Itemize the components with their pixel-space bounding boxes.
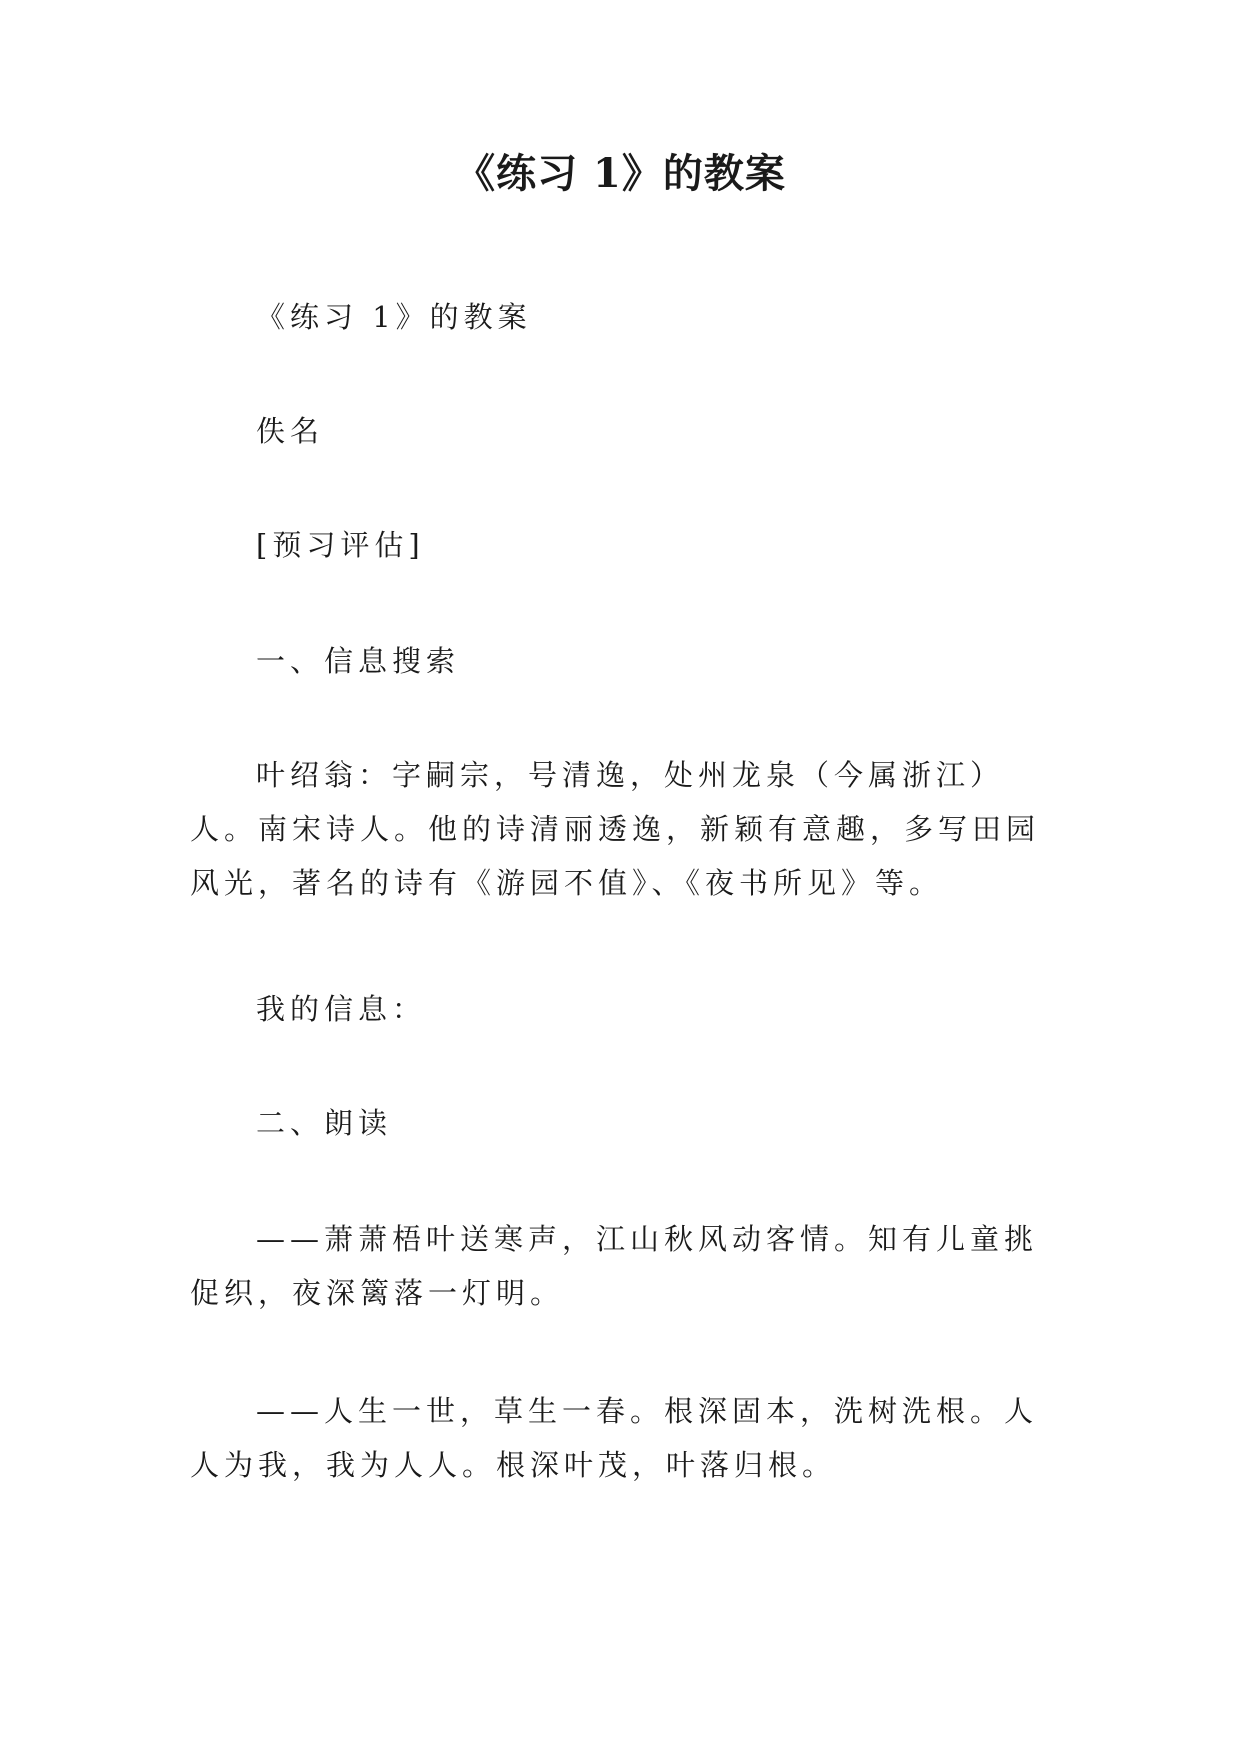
paragraph-proverbs: ——人生一世，草生一春。根深固本，洗树洗根。人人为我，我为人人。根深叶茂，叶落归根。 (190, 1394, 1039, 1482)
paragraph-author: 佚名 (256, 414, 325, 448)
paragraph-my-info: 我的信息： (256, 992, 427, 1026)
paragraph-poet-bio: 叶绍翁：字嗣宗，号清逸，处州龙泉（今属浙江）人。南宋诗人。他的诗清丽透逸，新颖有意趣，多写田园风光，著名的诗有《游园不值》、《夜书所见》等。 (190, 758, 1041, 900)
paragraph-section-info-search: 一、信息搜索 (256, 644, 461, 678)
paragraph-preview-heading: [预习评估] (256, 528, 425, 562)
document-title: 《练习 1》的教案 (455, 150, 786, 197)
paragraph-poem: ——萧萧梧叶送寒声，江山秋风动客情。知有儿童挑促织，夜深篱落一灯明。 (190, 1222, 1039, 1310)
paragraph-lesson-title: 《练习 1》的教案 (256, 300, 532, 334)
paragraph-section-reading: 二、朗读 (256, 1106, 393, 1140)
